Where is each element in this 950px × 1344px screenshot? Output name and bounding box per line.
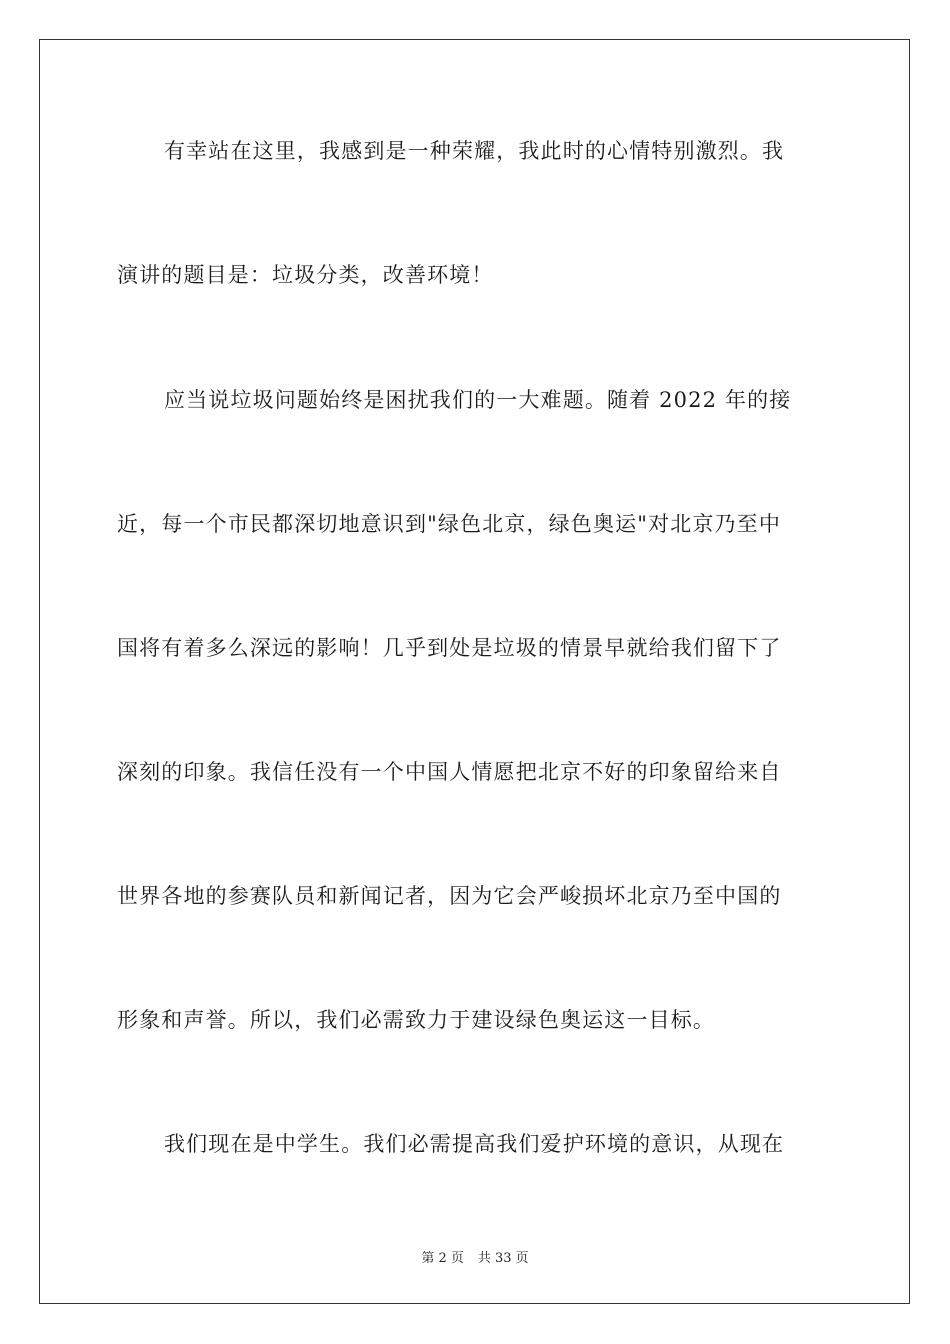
total-pages: 共 33 页 xyxy=(477,1251,529,1266)
paragraph-line: 应当说垃圾问题始终是困扰我们的一大难题。随着 2022 年的接 xyxy=(164,388,792,412)
paragraph-line: 演讲的题目是：垃圾分类，改善环境！ xyxy=(117,263,494,287)
paragraph-line: 有幸站在这里，我感到是一种荣耀，我此时的心情特别激烈。我 xyxy=(164,139,785,163)
paragraph-line: 近，每一个市民都深切地意识到"绿色北京，绿色奥运"对北京乃至中 xyxy=(117,512,781,536)
paragraph-line: 国将有着多么深远的影响！几乎到处是垃圾的情景早就给我们留下了 xyxy=(117,636,782,660)
page-footer xyxy=(0,1247,950,1266)
page-frame xyxy=(39,39,910,1304)
page-number: 第 2 页 xyxy=(421,1251,464,1266)
paragraph-line: 形象和声誉。所以，我们必需致力于建设绿色奥运这一目标。 xyxy=(117,1008,716,1032)
paragraph-line: 世界各地的参赛队员和新闻记者，因为它会严峻损坏北京乃至中国的 xyxy=(117,884,782,908)
paragraph-line: 深刻的印象。我信任没有一个中国人情愿把北京不好的印象留给来自 xyxy=(117,760,782,784)
paragraph-line: 我们现在是中学生。我们必需提高我们爱护环境的意识，从现在 xyxy=(164,1132,785,1156)
